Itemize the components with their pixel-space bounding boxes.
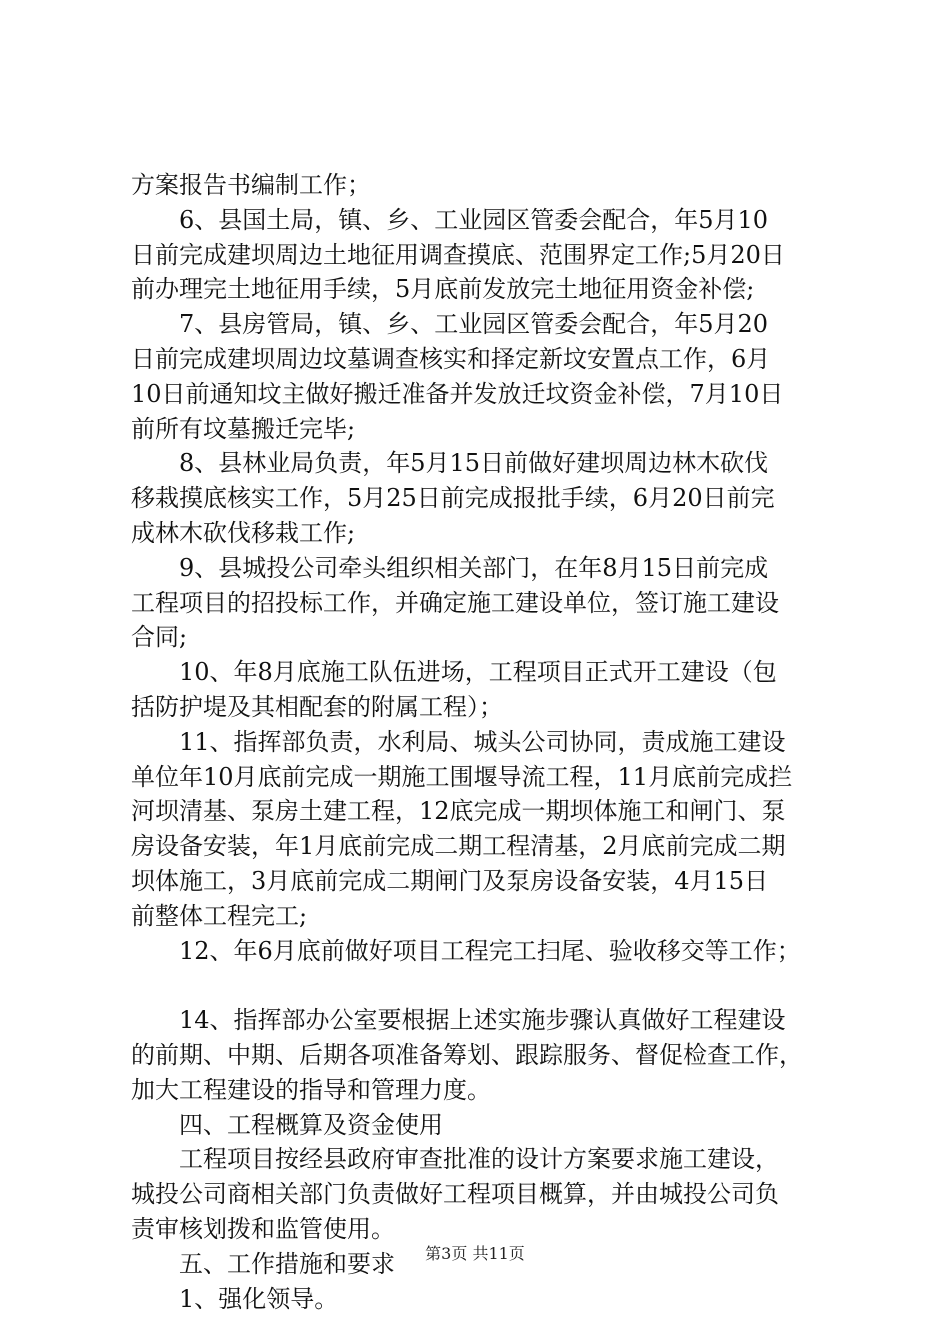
text-line: 坝体施工，3月底前完成二期闸门及泵房设备安装，4月15日: [131, 866, 769, 895]
text-line: 11、指挥部负责，水利局、城头公司协同，责成施工建设: [179, 727, 786, 756]
text-line: 日前完成建坝周边坟墓调查核实和择定新坟安置点工作，6月: [131, 344, 771, 373]
text-line: 单位年10月底前完成一期施工围堰导流工程，11月底前完成拦: [131, 762, 793, 791]
section-heading: 五、工作措施和要求: [179, 1249, 395, 1278]
text-line: 的前期、中期、后期各项准备筹划、跟踪服务、督促检查工作，: [131, 1040, 803, 1069]
text-line: 成林木砍伐移栽工作;: [131, 518, 356, 547]
section-heading: 四、工程概算及资金使用: [179, 1110, 443, 1139]
text-line: 10、年8月底施工队伍进场，工程项目正式开工建设（包: [179, 658, 777, 687]
text-line: 7、县房管局，镇、乡、工业园区管委会配合，年5月20: [179, 310, 769, 339]
text-line: 工程项目的招投标工作，并确定施工建设单位，签订施工建设: [131, 588, 779, 617]
text-line: 工程项目按经县政府审查批准的设计方案要求施工建设，: [179, 1145, 779, 1174]
text-line: 10日前通知坟主做好搬迁准备并发放迁坟资金补偿，7月10日: [131, 379, 784, 408]
text-line: 合同;: [131, 623, 188, 652]
text-line: 责审核划拨和监管使用。: [131, 1214, 395, 1243]
text-line: 8、县林业局负责，年5月15日前做好建坝周边林木砍伐: [179, 449, 769, 478]
text-line: 河坝清基、泵房土建工程，12底完成一期坝体施工和闸门、泵: [131, 797, 786, 826]
text-line: 12、年6月底前做好项目工程完工扫尾、验收移交等工作；: [179, 936, 801, 965]
document-body: [131, 168, 831, 1316]
text-line: 移栽摸底核实工作，5月25日前完成报批手续，6月20日前完: [131, 484, 775, 513]
text-line: 前整体工程完工;: [131, 901, 308, 930]
text-line: 6、县国土局，镇、乡、工业园区管委会配合，年5月10: [179, 205, 769, 234]
page-number: 第3页 共11页: [425, 1244, 525, 1263]
blank-line: [131, 968, 831, 1003]
text-line: 9、县城投公司牵头组织相关部门，在年8月15日前完成: [179, 553, 769, 582]
text-line: 方案报告书编制工作；: [131, 171, 371, 199]
text-line: 1、强化领导。: [179, 1284, 339, 1313]
text-line: 加大工程建设的指导和管理力度。: [131, 1075, 491, 1104]
text-line: 房设备安装，年1月底前完成二期工程清基，2月底前完成二期: [131, 832, 786, 861]
text-line: 14、指挥部办公室要根据上述实施步骤认真做好工程建设: [179, 1006, 786, 1035]
text-line: 前办理完土地征用手续，5月底前发放完土地征用资金补偿;: [131, 275, 755, 304]
text-line: 日前完成建坝周边土地征用调查摸底、范围界定工作;5月20日: [131, 240, 785, 269]
text-line: 城投公司商相关部门负责做好工程项目概算，并由城投公司负: [131, 1180, 779, 1209]
text-line: 括防护堤及其相配套的附属工程）；: [131, 692, 503, 721]
text-line: 前所有坟墓搬迁完毕;: [131, 414, 356, 443]
